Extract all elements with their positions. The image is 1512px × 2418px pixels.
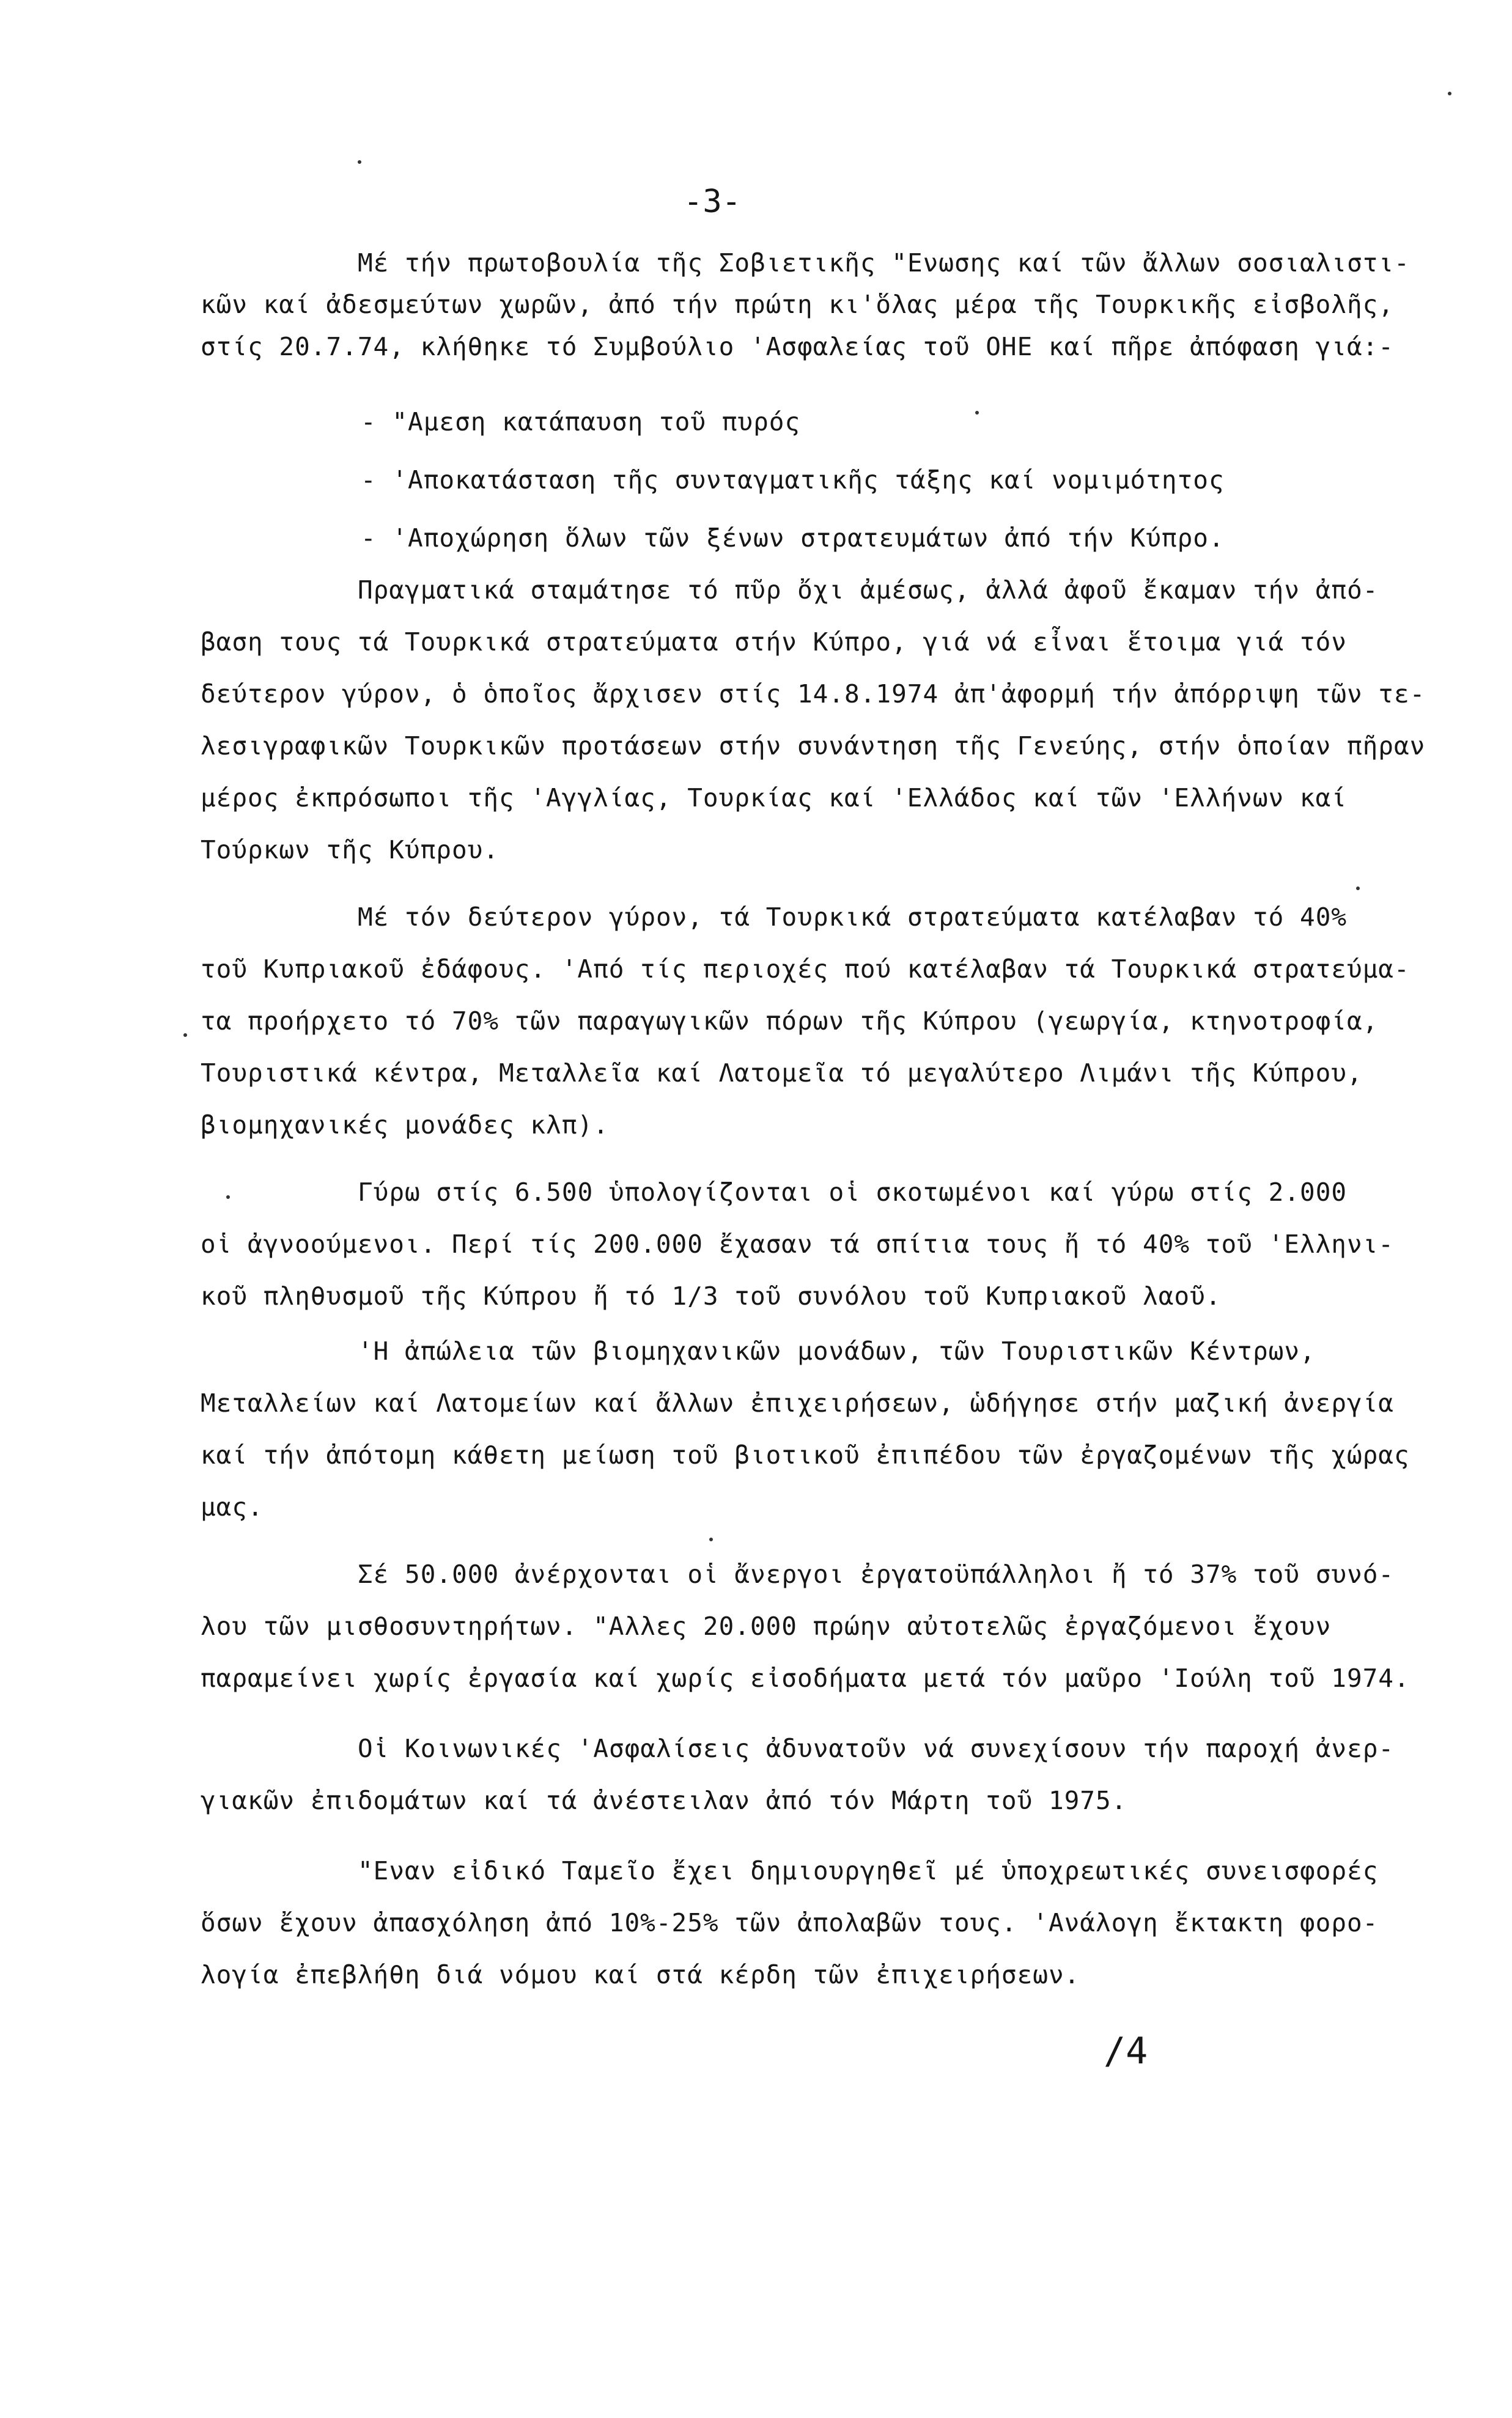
text-line: Τούρκων τῆς Κύπρου. <box>201 835 499 864</box>
text-line: οἱ ἀγνοούμενοι. Περί τίς 200.000 ἔχασαν τά σπίτια τους ἤ τό 40% τοῦ 'Ελληνι- <box>201 1229 1394 1259</box>
text-line: Μέ τόν δεύτερον γύρον, τά Τουρκικά στρατεύματα κατέλαβαν τό 40% <box>358 902 1348 932</box>
text-line: Μεταλλείων καί Λατομείων καί ἄλλων ἐπιχειρήσεων, ὡδήγησε στήν μαζική ἀνεργία <box>201 1388 1394 1418</box>
text-line: μέρος ἐκπρόσωποι τῆς 'Αγγλίας, Τουρκίας καί 'Ελλάδος καί τῶν 'Ελλήνων καί <box>201 783 1347 813</box>
text-line: "Εναν εἰδικό Ταμεῖο ἔχει δημιουργηθεῖ μέ ὑποχρεωτικές συνεισφορές <box>358 1856 1379 1885</box>
text-line: 'Η ἀπώλεια τῶν βιομηχανικῶν μονάδων, τῶν Τουριστικῶν Κέντρων, <box>358 1336 1316 1366</box>
text-line: λογία ἐπεβλήθη διά νόμου καί στά κέρδη τῶν ἐπιχειρήσεων. <box>201 1960 1080 1989</box>
text-line: κοῦ πληθυσμοῦ τῆς Κύπρου ἤ τό 1/3 τοῦ συνόλου τοῦ Κυπριακοῦ λαοῦ. <box>201 1281 1222 1311</box>
text-line: δεύτερον γύρον, ὁ ὁποῖος ἄρχισεν στίς 14.8.1974 ἀπ'ἀφορμή τήν ἀπόρριψη τῶν τε- <box>201 679 1426 709</box>
text-line: μας. <box>201 1492 264 1522</box>
text-line: Σέ 50.000 ἀνέρχονται οἱ ἄνεργοι ἐργατοϋπάλληλοι ἤ τό 37% τοῦ συνό- <box>358 1560 1395 1589</box>
scan-speck <box>975 411 979 415</box>
text-line: ὅσων ἔχουν ἀπασχόληση ἀπό 10%-25% τῶν ἀπολαβῶν τους. 'Ανάλογη ἔκτακτη φορο- <box>201 1908 1379 1937</box>
text-line: τα προήρχετο τό 70% τῶν παραγωγικῶν πόρων τῆς Κύπρου (γεωργία, κτηνοτροφία, <box>201 1006 1379 1036</box>
text-line: στίς 20.7.74, κλήθηκε τό Συμβούλιο 'Ασφαλείας τοῦ ΟΗΕ καί πῆρε ἀπόφαση γιά:- <box>201 332 1394 361</box>
text-line: κῶν καί ἀδεσμεύτων χωρῶν, ἀπό τήν πρώτη κι'ὅλας μέρα τῆς Τουρκικῆς εἰσβολῆς, <box>201 290 1394 319</box>
text-line: Οἱ Κοινωνικές 'Ασφαλίσεις ἀδυνατοῦν νά συνεχίσουν τήν παροχή ἀνερ- <box>358 1734 1395 1763</box>
page-number: -3- <box>684 183 741 220</box>
scan-speck <box>226 1195 230 1199</box>
list-item: - "Αμεση κατάπαυση τοῦ πυρός <box>361 407 801 437</box>
text-line: λου τῶν μισθοσυντηρήτων. "Αλλες 20.000 πρώην αὐτοτελῶς ἐργαζόμενοι ἔχουν <box>201 1612 1332 1641</box>
text-line: τοῦ Κυπριακοῦ ἐδάφους. 'Από τίς περιοχές πού κατέλαβαν τά Τουρκικά στρατεύμα- <box>201 954 1410 984</box>
text-line: βαση τους τά Τουρκικά στρατεύματα στήν Κύπρο, γιά νά εἶναι ἕτοιμα γιά τόν <box>201 627 1347 657</box>
text-line: Πραγματικά σταμάτησε τό πῦρ ὄχι ἀμέσως, ἀλλά ἀφοῦ ἔκαμαν τήν ἀπό- <box>358 575 1379 605</box>
list-item: - 'Αποκατάσταση τῆς συνταγματικῆς τάξης καί νομιμότητος <box>361 465 1225 495</box>
list-item: - 'Αποχώρηση ὅλων τῶν ξένων στρατευμάτων ἀπό τήν Κύπρο. <box>361 523 1225 553</box>
text-line: Τουριστικά κέντρα, Μεταλλεῖα καί Λατομεῖα τό μεγαλύτερο Λιμάνι τῆς Κύπρου, <box>201 1058 1363 1088</box>
text-line: βιομηχανικές μονάδες κλπ). <box>201 1110 609 1140</box>
text-line: καί τήν ἀπότομη κάθετη μείωση τοῦ βιοτικοῦ ἐπιπέδου τῶν ἐργαζομένων τῆς χώρας <box>201 1440 1410 1470</box>
scan-speck <box>183 1033 187 1037</box>
scan-speck <box>1448 92 1451 95</box>
scan-speck <box>709 1538 713 1541</box>
text-line: λεσιγραφικῶν Τουρκικῶν προτάσεων στήν συνάντηση τῆς Γενεύης, στήν ὁποίαν πῆραν <box>201 731 1426 761</box>
text-line: παραμείνει χωρίς ἐργασία καί χωρίς εἰσοδήματα μετά τόν μαῦρο 'Ιούλη τοῦ 1974. <box>201 1664 1410 1693</box>
scan-speck <box>358 160 361 164</box>
text-line: γιακῶν ἐπιδομάτων καί τά ἀνέστειλαν ἀπό τόν Μάρτη τοῦ 1975. <box>201 1786 1127 1815</box>
continuation-marker: /4 <box>1104 2030 1148 2073</box>
text-line: Μέ τήν πρωτοβουλία τῆς Σοβιετικῆς "Ενωσης καί τῶν ἄλλων σοσιαλιστι- <box>358 248 1410 278</box>
text-line: Γύρω στίς 6.500 ὑπολογίζονται οἱ σκοτωμένοι καί γύρω στίς 2.000 <box>358 1178 1348 1207</box>
scan-speck <box>1356 886 1360 890</box>
